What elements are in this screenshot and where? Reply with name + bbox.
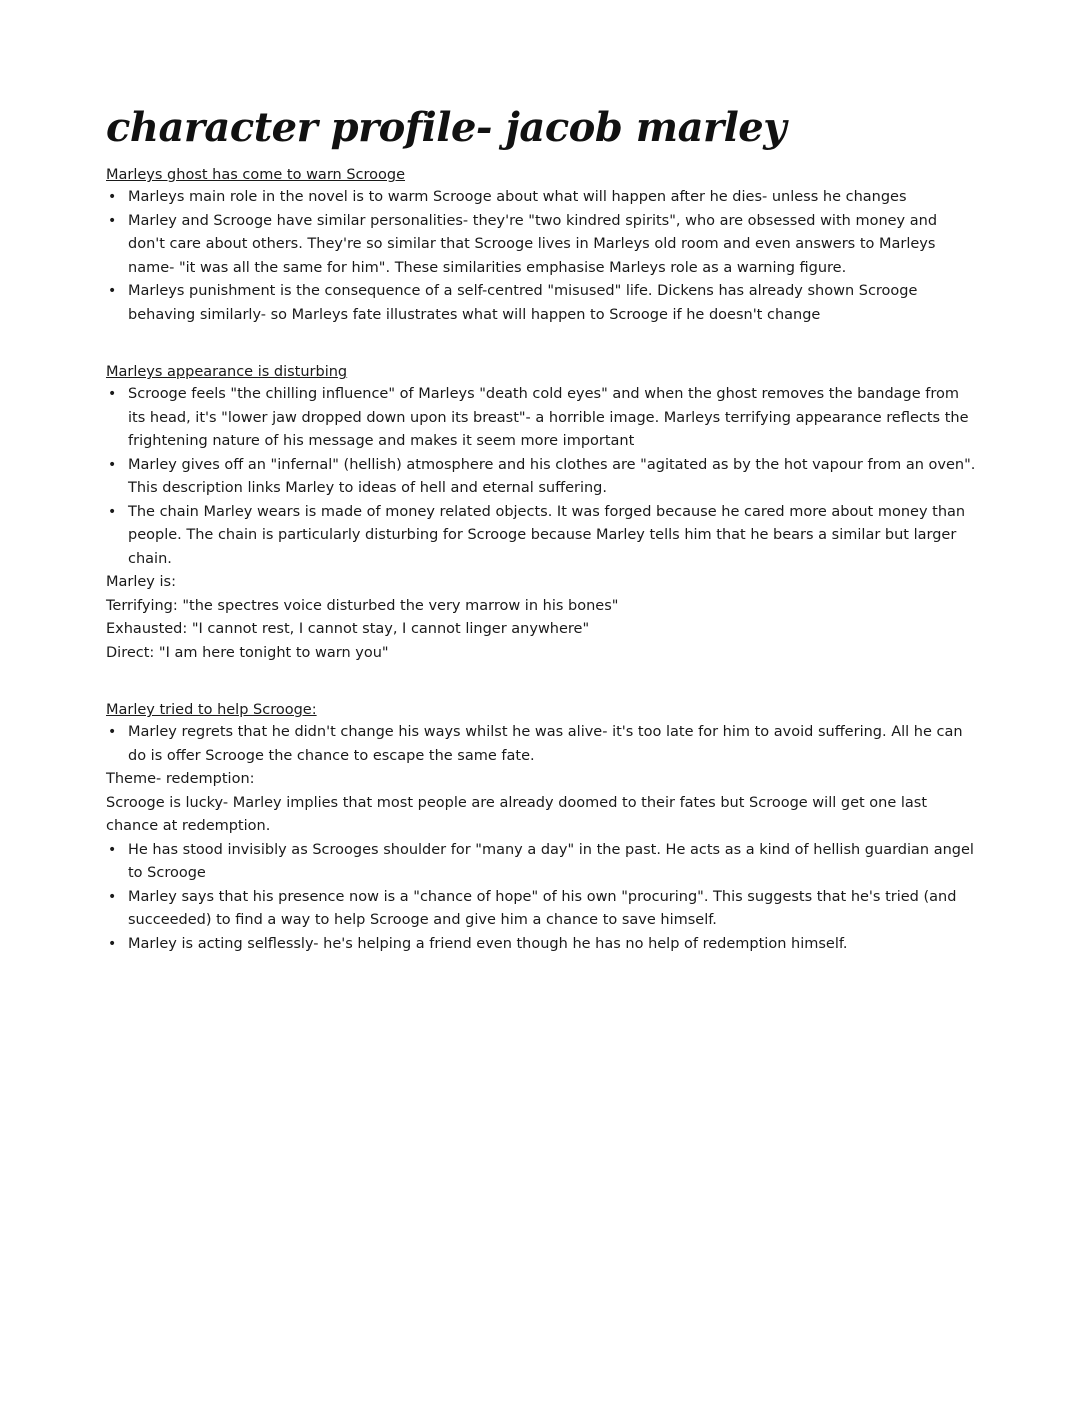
bullet-list — [106, 186, 976, 327]
section-appearance — [106, 361, 976, 665]
section-ghost-warning — [106, 164, 976, 327]
bullet-item: • Scrooge feels "the chilling influence" of Marleys "death cold eyes" and when the ghost removes the bandage from its head, it's "lower jaw dropped down upon its breast"- a horrible image. Marleys terrifying appearance reflects the frightening nature of his message and makes it seem more important — [106, 383, 976, 454]
section-help-scrooge — [106, 699, 976, 956]
bullet-item: • Marley says that his presence now is a "chance of hope" of his own "procuring". This suggests that he's tried (and succeeded) to find a way to help Scrooge and give him a chance to save himself. — [106, 886, 976, 933]
text-line: Scrooge is lucky- Marley implies that most people are already doomed to their fates but Scrooge will get one last chance at redemption. — [106, 794, 928, 834]
text-line: Marley is: — [106, 574, 176, 590]
bullet-item: • Marley is acting selflessly- he's helping a friend even though he has no help of redemption himself. — [106, 933, 976, 957]
bullet-list — [106, 721, 976, 768]
text-line: Terrifying: "the spectres voice disturbed the very marrow in his bones" — [106, 597, 619, 614]
bullet-list — [106, 839, 976, 957]
section-heading: Marleys ghost has come to warn Scrooge — [106, 167, 406, 183]
bullet-item: • Marley regrets that he didn't change his ways whilst he was alive- it's too late for him to avoid suffering. All he can do is offer Scrooge the chance to escape the same fate. — [106, 721, 976, 768]
bullet-list — [106, 383, 976, 571]
bullet-item: • The chain Marley wears is made of money related objects. It was forged because he cared more about money than people. The chain is particularly disturbing for Scrooge because Marley tells him that he bears a similar but larger chain. — [106, 501, 976, 572]
bullet-item: • Marley gives off an "infernal" (hellish) atmosphere and his clothes are "agitated as by the hot vapour from an oven". This description links Marley to ideas of hell and eternal suffering. — [106, 454, 976, 501]
bullet-item: • Marleys punishment is the consequence of a self-centred "misused" life. Dickens has already shown Scrooge behaving similarly- so Marleys fate illustrates what will happen to Scrooge if he doesn't change — [106, 280, 976, 327]
section-heading: Marleys appearance is disturbing — [106, 364, 348, 380]
text-line: Direct: "I am here tonight to warn you" — [106, 644, 389, 661]
section-heading: Marley tried to help Scrooge: — [106, 702, 317, 718]
text-line: Exhausted: "I cannot rest, I cannot stay, I cannot linger anywhere" — [106, 621, 590, 637]
page-title: character profile- jacob marley — [106, 104, 786, 151]
bullet-item: • Marley and Scrooge have similar personalities- they're "two kindred spirits", who are obsessed with money and don't care about others. They're so similar that Scrooge lives in Marleys old room and even answers to Marleys name- "it was all the same for him". These similarities emphasise Marleys role as a warning figure. — [106, 210, 976, 281]
document-page — [106, 104, 976, 990]
bullet-item: • He has stood invisibly as Scrooges shoulder for "many a day" in the past. He acts as a kind of hellish guardian angel to Scrooge — [106, 839, 976, 886]
bullet-item: • Marleys main role in the novel is to warm Scrooge about what will happen after he dies- unless he changes — [106, 186, 976, 210]
text-line: Theme- redemption: — [106, 771, 255, 787]
